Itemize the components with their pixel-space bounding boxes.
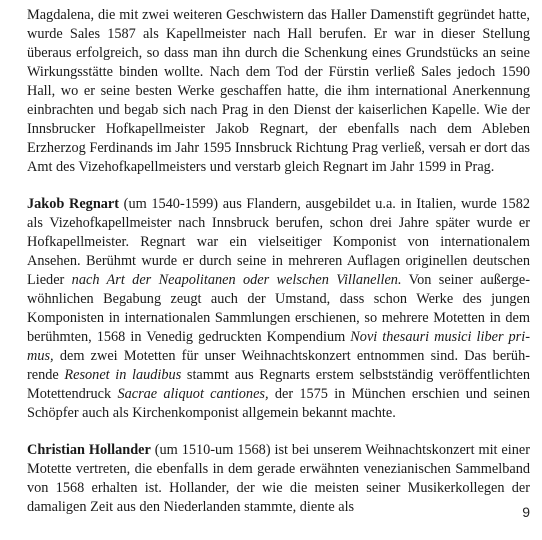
paragraph-sales-text: Magdalena, die mit zwei weiteren Geschwistern das Haller Damenstift gegründet hatte, wurde Sales 1587 als Kapellmeister nach Hall berufen. Er war in dieser Stellung überaus erfolgreich, so dass man ihn durch die Schenkung eines Grundstücks an seine Wirkungsstätte binden wollte. Nach dem Tod der Fürstin verließ Sales jedoch 1590 Hall, wo er seine besten Werke geschaffen hatte, die ihm international Anerkennung einbrachten und begab sich nach Prag in den Dienst der kaiserlichen Kapelle. Wie der Innsbrucker Hofkapellmeister Jakob Regnart, der ebenfalls nach dem Ableben Erzherzog Ferdinands im Jahr 1595 Innsbruck Richtung Prag verließ, versah er dort das Amt des Vizehofkapellmeisters und verstarb gleich Regnart im Jahr 1599 in Prag. <box>27 7 530 175</box>
regnart-text-2: Von seiner außergewöhnlichen Begabung zeugt auch der Umstand, dass schon Werke des jungen Komponisten in internationalen Sammlungen erschienen, so mehrere Motetten in dem berühmten, 1568 in Venedig gedruckten Kompendium <box>27 272 530 345</box>
name-christian-hollander: Christian Hollander <box>27 442 151 458</box>
page-body <box>27 6 530 517</box>
regnart-text-5: der 1575 in München erschien und seinen Schöpfer auch als Kirchenkomponist allgemein bekannt machte. <box>27 386 530 421</box>
regnart-text-4: stammt aus Regnarts erstem selbstständig veröffentlichten Motettendruck <box>27 367 530 402</box>
paragraph-regnart <box>27 195 530 423</box>
page-number: 9 <box>522 504 530 520</box>
name-jakob-regnart: Jakob Regnart <box>27 196 120 212</box>
regnart-text-3: dem zwei Motetten für unser Weihnachtskonzert entnommen sind. Das berührende <box>27 348 530 383</box>
regnart-text-1: (um 1540-1599) aus Flandern, ausgebildet u.a. in Italien, wurde 1582 als Vizehofkapellmeister nach Innsbruck berufen, schon drei Jahre später wurde er Hofkapellmeister. Regnart war ein vielseitiger Komponist von internationalem Ansehen. Berühmt wurde er durch seine in mehreren Auflagen originellen deutschen Lieder <box>27 196 530 288</box>
paragraph-spacer <box>27 423 530 441</box>
regnart-italic-1: nach Art der Neapolitanen oder welschen Villanellen. <box>71 272 402 288</box>
hollander-text-1: (um 1510-um 1568) ist bei unserem Weihnachtskonzert mit einer Motette vertreten, die ebenfalls in dem gerade erwähnten venezianischen Sammelband von 1568 erhalten ist. Hollander, der wie die meisten seiner Musikerkollegen der damaligen Zeit aus den Niederlanden stammte, diente als <box>27 442 530 515</box>
regnart-italic-2: Novi thesauri musici liber primus, <box>27 329 530 364</box>
paragraph-spacer <box>27 177 530 195</box>
regnart-italic-4: Sacrae aliquot cantiones, <box>117 386 269 402</box>
regnart-italic-3: Resonet in laudibus <box>64 367 182 383</box>
paragraph-hollander <box>27 441 530 517</box>
paragraph-sales <box>27 6 530 177</box>
